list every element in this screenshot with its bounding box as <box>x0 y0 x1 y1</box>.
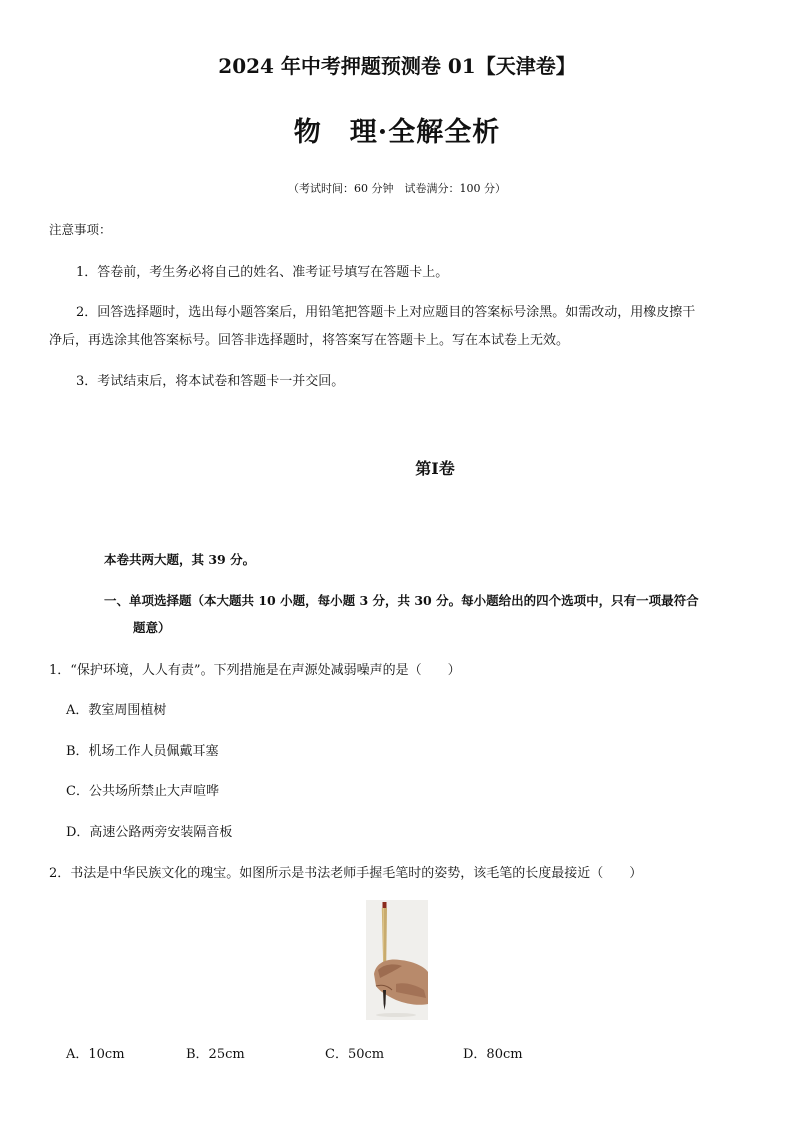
volume-heading: 第Ⅰ卷 <box>415 459 455 478</box>
question-2-option-b: B．25cm <box>186 1047 245 1062</box>
question-1-option-a: A．教室周围植树 <box>66 703 167 718</box>
question-2-option-a: A．10cm <box>66 1047 125 1062</box>
notice-item-3: 3．考试结束后，将本试卷和答题卡一并交回。 <box>76 374 345 389</box>
paper-subject: 物 理·全解全析 <box>293 117 501 148</box>
brush-hand-photo <box>366 900 428 1020</box>
question-1-option-d: D．高速公路两旁安装隔音板 <box>66 825 233 840</box>
question-1-option-c: C．公共场所禁止大声喧哗 <box>66 784 219 799</box>
exam-info: （考试时间：60 分钟 试卷满分：100 分） <box>288 182 506 195</box>
notice-item-1: 1．答卷前，考生务必将自己的姓名、准考证号填写在答题卡上。 <box>76 265 449 280</box>
section-1-heading-line-1: 一、单项选择题（本大题共 10 小题，每小题 3 分，共 30 分。每小题给出的四个选项中，只有一项最符合 <box>104 593 699 608</box>
paper-title: 2024 年中考押题预测卷 01【天津卷】 <box>218 54 576 78</box>
question-2-option-d: D．80cm <box>463 1047 523 1062</box>
question-1-option-b: B．机场工作人员佩戴耳塞 <box>66 744 219 759</box>
notice-item-2-line-1: 2．回答选择题时，选出每小题答案后，用铅笔把答题卡上对应题目的答案标号涂黑。如需改动，用橡皮擦干 <box>76 305 696 320</box>
question-2-stem: 2．书法是中华民族文化的瑰宝。如图所示是书法老师手握毛笔时的姿势，该毛笔的长度最接近（ ） <box>49 866 643 881</box>
volume-summary: 本卷共两大题，其 39 分。 <box>104 552 256 567</box>
notice-item-2-line-2: 净后，再选涂其他答案标号。回答非选择题时，将答案写在答题卡上。写在本试卷上无效。 <box>49 333 570 348</box>
question-2-option-c: C．50cm <box>325 1047 385 1062</box>
question-1-stem: 1．“保护环境，人人有责”。下列措施是在声源处减弱噪声的是（ ） <box>49 663 461 678</box>
notice-heading: 注意事项： <box>49 222 112 237</box>
section-1-heading-line-2: 题意） <box>133 620 171 635</box>
